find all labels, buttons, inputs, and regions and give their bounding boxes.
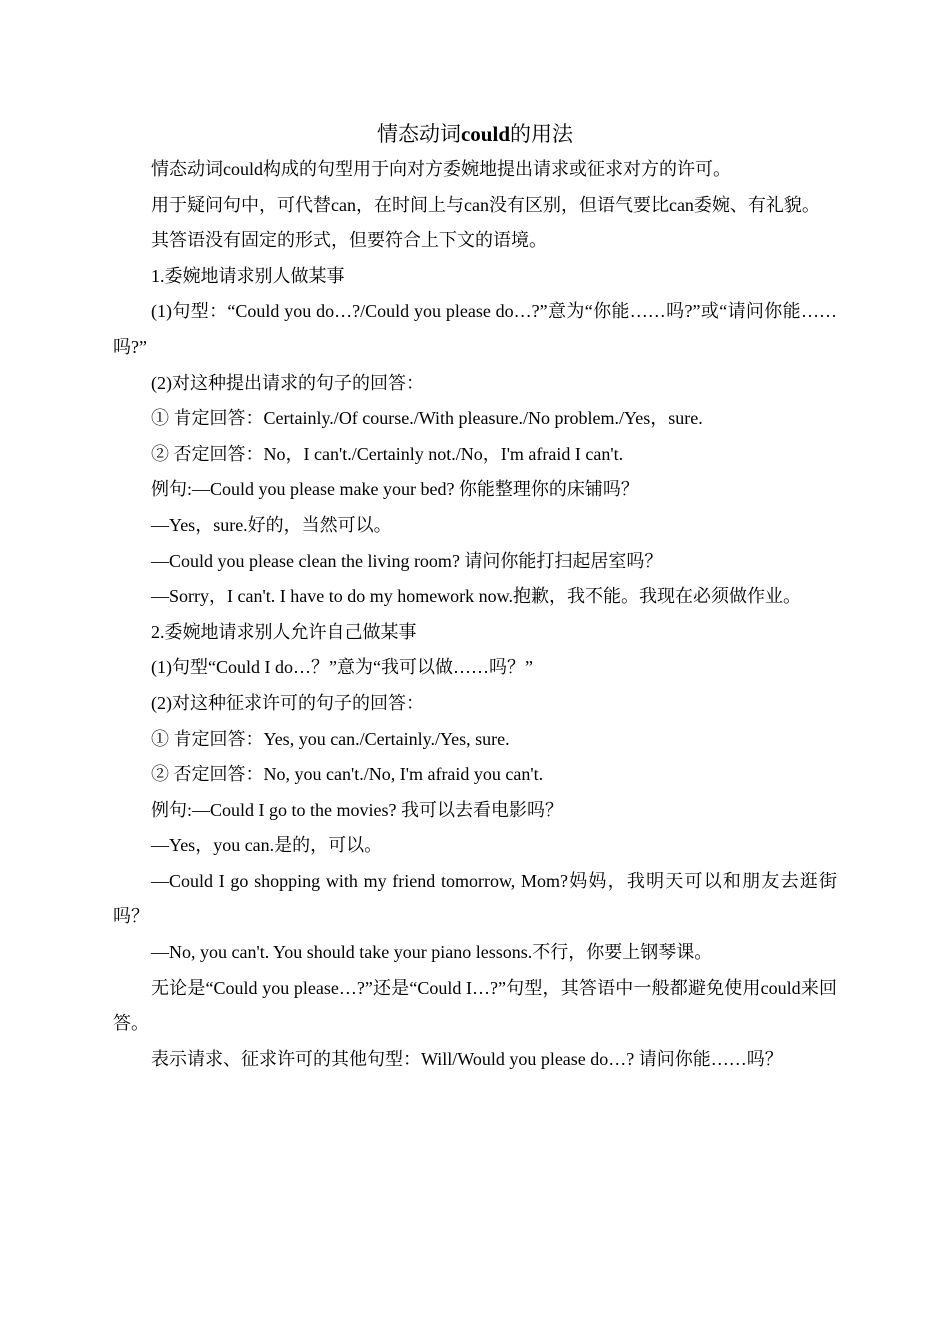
example-2a: 例句:—Could I go to the movies? 我可以去看电影吗？ [151, 799, 563, 820]
example-1a: 例句:—Could you please make your bed? 你能整理你的床铺吗？ [151, 479, 639, 500]
paragraph-pattern-1: (1)句型：“Could you do…?/Could you please do…?”意为“你能……吗?”或“请问你能……吗?” [113, 301, 837, 357]
example-1d: —Sorry，I can't. I have to do my homework now.抱歉，我不能。我现在必须做作业。 [151, 586, 802, 607]
paragraph-answer-note: 其答语没有固定的形式，但要符合上下文的语境。 [151, 230, 547, 251]
paragraph-negative-1: ② 否定回答：No，I can't./Certainly not./No，I'm afraid I can't. [151, 443, 624, 464]
paragraph-pattern-2: (1)句型“Could I do…？”意为“我可以做……吗？” [151, 657, 533, 678]
example-1c: —Could you please clean the living room? 请问你能打扫起居室吗？ [151, 550, 663, 571]
section-heading-2: 2.委婉地请求别人允许自己做某事 [151, 621, 417, 642]
paragraph-negative-2: ② 否定回答：No, you can't./No, I'm afraid you can't. [151, 764, 544, 785]
paragraph-usage: 用于疑问句中，可代替can，在时间上与can没有区别，但语气要比can委婉、有礼貌。 [151, 194, 820, 215]
example-2b: —Yes，you can.是的，可以。 [151, 835, 383, 856]
example-2d: —No, you can't. You should take your piano lessons.不行，你要上钢琴课。 [151, 942, 713, 963]
title-suffix: 的用法 [510, 122, 573, 146]
example-2c: —Could I go shopping with my friend tomorrow, Mom?妈妈，我明天可以和朋友去逛街吗？ [113, 870, 837, 927]
document-title [113, 116, 837, 152]
paragraph-response-1: (2)对这种提出请求的句子的回答： [151, 372, 424, 393]
paragraph-other-patterns: 表示请求、征求许可的其他句型：Will/Would you please do…? 请问你能……吗？ [151, 1048, 783, 1069]
example-1b: —Yes，sure.好的，当然可以。 [151, 514, 392, 535]
paragraph-intro: 情态动词could构成的句型用于向对方委婉地提出请求或征求对方的许可。 [151, 159, 731, 179]
section-heading-1: 1.委婉地请求别人做某事 [151, 265, 345, 286]
paragraph-response-2: (2)对这种征求许可的句子的回答： [151, 692, 424, 713]
paragraph-positive-2: ① 肯定回答：Yes, you can./Certainly./Yes, sure. [151, 728, 510, 749]
paragraph-positive-1: ① 肯定回答：Certainly./Of course./With pleasure./No problem./Yes，sure. [151, 408, 703, 429]
paragraph-note: 无论是“Could you please…?”还是“Could I…?”句型，其答语中一般都避免使用could来回答。 [113, 977, 837, 1034]
title-bold-word: could [460, 122, 510, 146]
document-page [113, 116, 837, 1077]
title-prefix: 情态动词 [376, 122, 461, 146]
